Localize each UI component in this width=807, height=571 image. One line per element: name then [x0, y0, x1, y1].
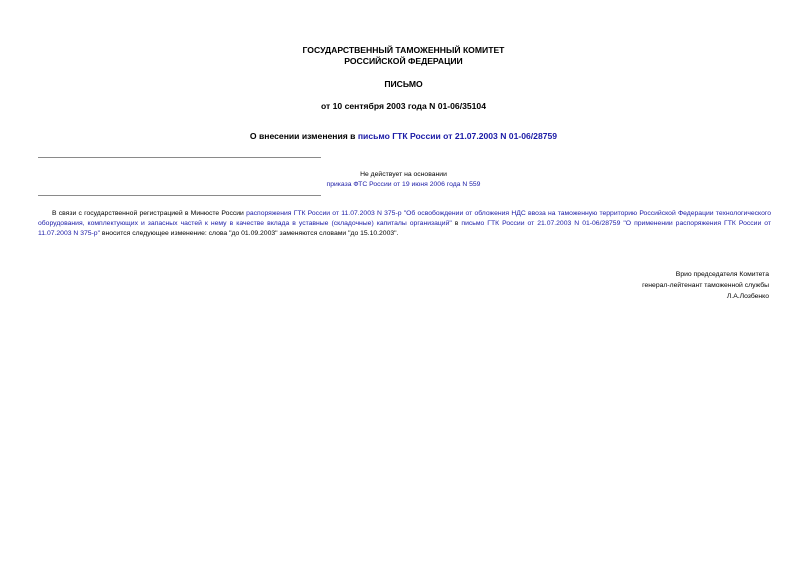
- org-name-line2: РОССИЙСКОЙ ФЕДЕРАЦИИ: [344, 56, 463, 66]
- body-text-2: в: [451, 219, 462, 227]
- doc-subject: [0, 131, 807, 142]
- body-text-1: В связи с государственной регистрацией в Минюсте России: [52, 210, 247, 217]
- org-name-line1: ГОСУДАРСТВЕННЫЙ ТАМОЖЕННЫЙ КОМИТЕТ: [302, 45, 505, 55]
- body-link-order[interactable]: распоряжения ГТК России от 11.07.2003 N 375-р "Об освобождении от обложения НДС ввоза на таможенную территорию Российской Федерации технологического оборудования, комплектующих и запасных частей к нему в качестве вклада в уставные (складочные) капиталы организаций": [38, 210, 771, 227]
- body-paragraph: [38, 209, 771, 238]
- body-text-3: вносится следующее изменение: слова "до 01.09.2003" заменяются словами "до 15.10.2003".: [100, 229, 399, 237]
- signature-title: Врио председателя Комитета: [675, 271, 769, 278]
- subject-prefix: О внесении изменения в: [249, 131, 358, 141]
- subject-link[interactable]: письмо ГТК России от 21.07.2003 N 01-06/28759: [357, 131, 558, 141]
- status-line2: [0, 180, 807, 190]
- status-line1: Не действует на основании: [360, 171, 447, 178]
- divider-bottom: [38, 195, 321, 196]
- signature-name: Л.А.Лозбенко: [726, 293, 769, 300]
- status-link[interactable]: приказа ФТС России от 19 июня 2006 года N 559: [326, 181, 481, 188]
- doc-date-number: от 10 сентября 2003 года N 01-06/35104: [321, 101, 486, 111]
- doc-type: ПИСЬМО: [384, 79, 423, 89]
- divider-top: [38, 157, 321, 158]
- body-link-letter[interactable]: письмо ГТК России от 21.07.2003 N 01-06/28759 "О применении распоряжения ГТК России от 11.07.2003 N 375-р": [38, 219, 771, 237]
- signature-rank: генерал-лейтенант таможенной службы: [642, 282, 769, 289]
